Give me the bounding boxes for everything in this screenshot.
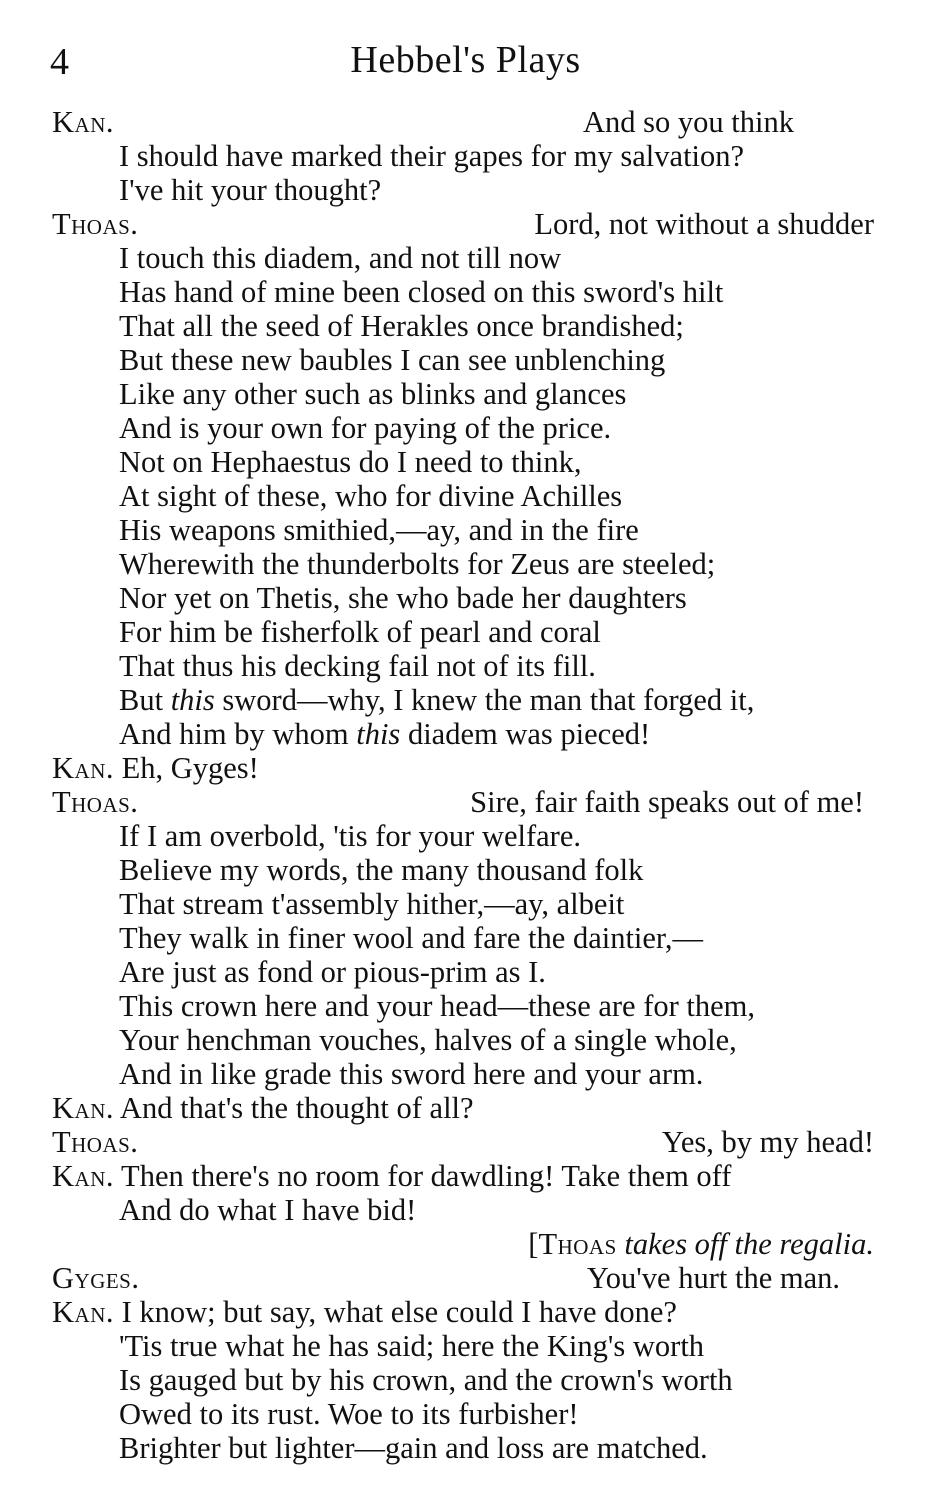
verse-line: And do what I have bid! [119, 1193, 417, 1227]
line-text: But [119, 683, 171, 717]
play-text [52, 105, 878, 1465]
speaker-name: Kan. [52, 1295, 114, 1329]
verse-line: At sight of these, who for divine Achilles [119, 479, 623, 513]
verse-line [52, 1261, 878, 1295]
verse-line: Your henchman vouches, halves of a single whole, [119, 1023, 737, 1057]
verse-line: Believe my words, the many thousand folk [119, 853, 644, 887]
verse-line [52, 683, 878, 717]
verse-line [52, 105, 878, 139]
verse-line [52, 1091, 878, 1125]
verse-line: Brighter but lighter—gain and loss are matched. [119, 1431, 708, 1465]
speaker-name: Kan. [52, 751, 114, 785]
verse-line [52, 1295, 878, 1329]
speaker-name: Kan. [52, 1091, 114, 1125]
verse-line: If I am overbold, 'tis for your welfare. [119, 819, 581, 853]
speaker-name: Gyges. [52, 1261, 140, 1295]
verse-line: Owed to its rust. Woe to its furbisher! [119, 1397, 579, 1431]
verse-line: But these new baubles I can see unblenching [119, 343, 666, 377]
verse-line: I touch this diadem, and not till now [119, 241, 562, 275]
running-title: Hebbel's Plays [350, 39, 581, 81]
verse-line: Nor yet on Thetis, she who bade her daughters [119, 581, 687, 615]
verse-line: Wherewith the thunderbolts for Zeus are steeled; [119, 547, 716, 581]
verse-line: That all the seed of Herakles once brandished; [119, 309, 684, 343]
verse-line [52, 751, 878, 785]
line-text: sword—why, I knew the man that forged it, [214, 683, 755, 717]
emphasis-text: this [170, 683, 215, 717]
line-text: Eh, Gyges! [113, 751, 259, 785]
verse-line: And is your own for paying of the price. [119, 411, 612, 445]
line-text: diadem was pieced! [400, 717, 651, 751]
speaker-name: Thoas. [52, 1125, 139, 1159]
speaker-name: Thoas. [52, 785, 139, 819]
speaker-name: Kan. [52, 1159, 114, 1193]
emphasis-text: this [356, 717, 401, 751]
line-text: And that's the thought of all? [113, 1091, 474, 1125]
bracket: [ [528, 1227, 539, 1261]
line-text: I know; but say, what else could I have done? [113, 1295, 677, 1329]
line-text: Lord, not without a shudder [534, 207, 874, 241]
verse-line: Has hand of mine been closed on this sword's hilt [119, 275, 724, 309]
line-text: Yes, by my head! [661, 1125, 874, 1159]
verse-line [52, 207, 878, 241]
speaker-name: Thoas [538, 1227, 617, 1261]
verse-line: 'Tis true what he has said; here the King's worth [119, 1329, 705, 1363]
line-text: You've hurt the man. [586, 1261, 840, 1295]
verse-line: Not on Hephaestus do I need to think, [119, 445, 582, 479]
stage-direction-text [528, 1227, 874, 1261]
verse-line: Is gauged but by his crown, and the crown's worth [119, 1363, 733, 1397]
verse-line: I've hit your thought? [119, 173, 382, 207]
speaker-name: Thoas. [52, 207, 139, 241]
verse-line: Are just as fond or pious-prim as I. [119, 955, 546, 989]
verse-line [52, 785, 878, 819]
line-text: Sire, fair faith speaks out of me! [470, 785, 864, 819]
verse-line: That thus his decking fail not of its fill. [119, 649, 596, 683]
stage-direction [52, 1227, 878, 1261]
verse-line: Like any other such as blinks and glances [119, 377, 627, 411]
direction-text: takes off the regalia. [616, 1227, 874, 1261]
verse-line: That stream t'assembly hither,—ay, albeit [119, 887, 625, 921]
line-text: And so you think [583, 105, 794, 139]
verse-line: For him be fisherfolk of pearl and coral [119, 615, 601, 649]
verse-line [52, 1159, 878, 1193]
verse-line: And in like grade this sword here and your arm. [119, 1057, 704, 1091]
verse-line: His weapons smithied,—ay, and in the fire [119, 513, 639, 547]
verse-line: This crown here and your head—these are for them, [119, 989, 756, 1023]
speaker-name: Kan. [52, 105, 114, 139]
verse-line [52, 1125, 878, 1159]
verse-line [52, 717, 878, 751]
line-text: Then there's no room for dawdling! Take them off [113, 1159, 732, 1193]
verse-line: They walk in finer wool and fare the daintier,— [119, 921, 703, 955]
verse-line: I should have marked their gapes for my salvation? [119, 139, 745, 173]
page-number: 4 [50, 41, 69, 83]
line-text: And him by whom [119, 717, 357, 751]
